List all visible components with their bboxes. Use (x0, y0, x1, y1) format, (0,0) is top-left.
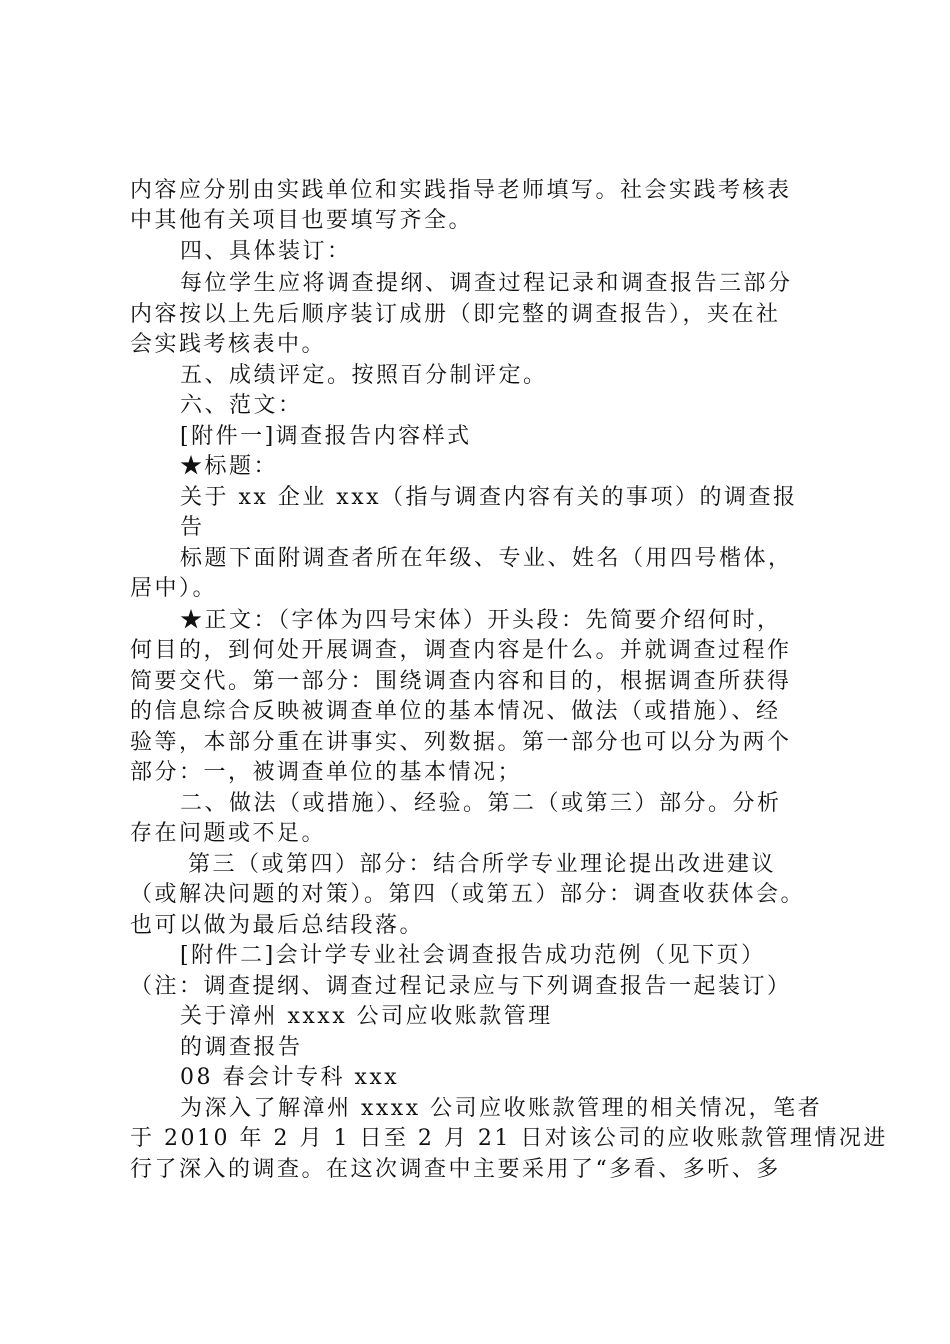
text-line-18: 的信息综合反映被调查单位的基本情况、做法（或措施）、经 (130, 699, 781, 724)
text-line-1: 内容应分别由实践单位和实践指导老师填写。社会实践考核表 (130, 178, 792, 203)
text-line-5: 内容按以上先后顺序装订成册（即完整的调查报告），夹在社 (130, 302, 781, 327)
text-line-14: 居中）。 (130, 576, 218, 601)
text-line-21: 二、做法（或措施）、经验。第二（或第三）部分。分析 (180, 791, 782, 816)
text-line-30: 08 春会计专科 xxx (180, 1065, 400, 1090)
text-line-33: 行了深入的调查。在这次调查中主要采用了“多看、多听、多 (130, 1157, 781, 1182)
text-line-16: 何目的，到何处开展调查，调查内容是什么。并就调查过程作 (130, 638, 792, 663)
text-line-12: 告 (180, 515, 205, 540)
text-line-32: 于 2010 年 2 月 1 日至 2 月 21 日对该公司的应收账款管理情况进 (130, 1126, 888, 1151)
text-line-10: ★标题： (180, 454, 279, 479)
text-line-20: 部分：一，被调查单位的基本情况； (130, 760, 523, 785)
text-line-9: [附件一]调查报告内容样式 (180, 424, 472, 449)
text-line-3: 四、具体装订： (180, 239, 352, 264)
text-line-8: 六、范文： (180, 393, 303, 418)
text-line-31: 为深入了解漳州 xxxx 公司应收账款管理的相关情况，笔者 (180, 1096, 823, 1121)
text-line-27: （注：调查提纲、调查过程记录应与下列调查报告一起装订） (130, 974, 792, 999)
text-line-6: 会实践考核表中。 (130, 332, 327, 357)
text-line-25: 也可以做为最后总结段落。 (130, 913, 425, 938)
text-line-24: （或解决问题的对策）。第四（或第五）部分：调查收获体会。 (130, 882, 806, 907)
text-line-7: 五、成绩评定。按照百分制评定。 (180, 363, 548, 388)
text-line-23: 第三（或第四）部分：结合所学专业理论提出改进建议 (188, 852, 777, 877)
text-line-17: 简要交代。第一部分：围绕调查内容和目的，根据调查所获得 (130, 669, 792, 694)
text-line-15: ★正文：（字体为四号宋体）开头段：先简要介绍何时， (180, 608, 782, 633)
text-line-11: 关于 xx 企业 xxx（指与调查内容有关的事项）的调查报 (180, 485, 798, 510)
text-line-19: 验等，本部分重在讲事实、列数据。第一部分也可以分为两个 (130, 730, 792, 755)
text-line-4: 每位学生应将调查提纲、调查过程记录和调查报告三部分 (180, 271, 793, 296)
text-line-29: 的调查报告 (180, 1035, 303, 1060)
text-line-22: 存在问题或不足。 (130, 821, 327, 846)
text-line-2: 中其他有关项目也要填写齐全。 (130, 208, 474, 233)
text-line-28: 关于漳州 xxxx 公司应收账款管理 (180, 1004, 553, 1029)
text-line-26: [附件二]会计学专业社会调查报告成功范例（见下页） (180, 943, 766, 968)
text-line-13: 标题下面附调查者所在年级、专业、姓名（用四号楷体， (180, 546, 793, 571)
